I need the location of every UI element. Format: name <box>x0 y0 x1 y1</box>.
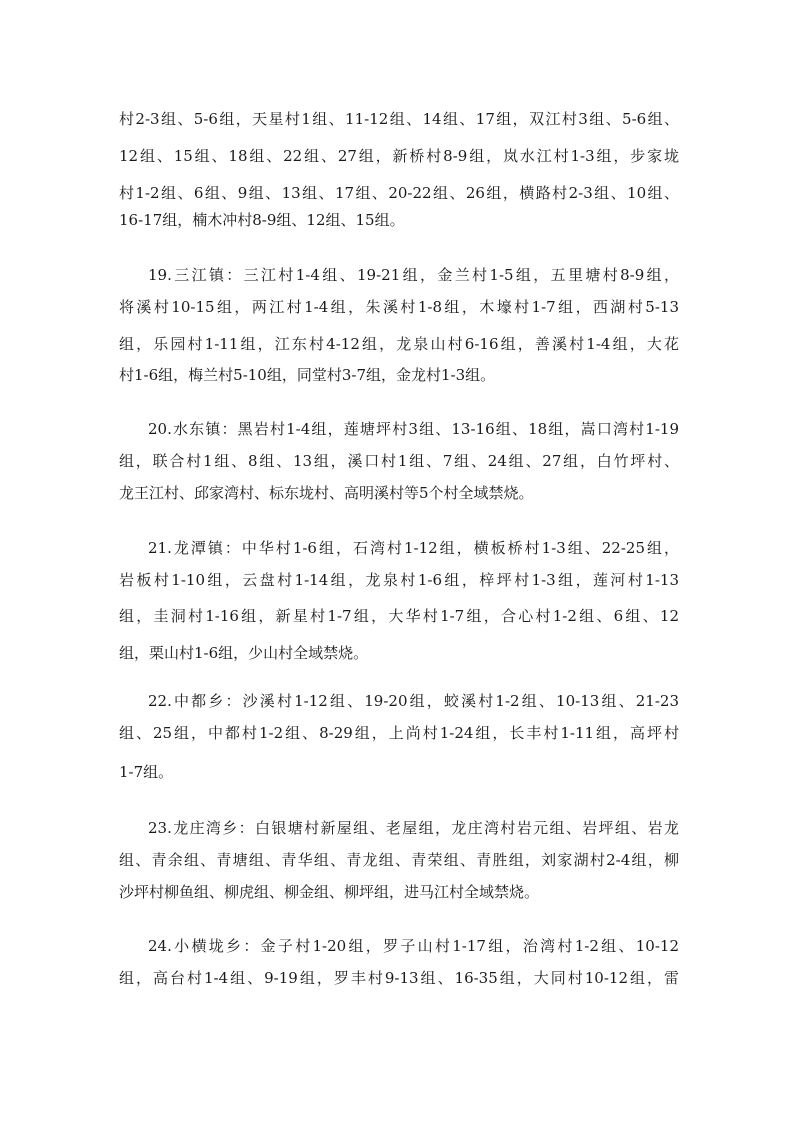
text-line: 组，联合村1组、8组、13组，溪口村1组、7组、24组、27组，白竹坪村、 <box>119 452 679 470</box>
text-line: 1-7组。 <box>119 763 174 781</box>
text-line: 沙坪村柳鱼组、柳虎组、柳金组、柳坪组，进马江村全域禁烧。 <box>119 883 540 901</box>
text-line: 村1-6组，梅兰村5-10组，同堂村3-7组，金龙村1-3组。 <box>119 366 496 384</box>
text-line: 将溪村10-15组，两江村1-4组，朱溪村1-8组，木壕村1-7组，西湖村5-13 <box>119 298 679 316</box>
text-line: 龙王江村、邱家湾村、标东垅村、高明溪村等5个村全域禁烧。 <box>119 484 534 502</box>
text-line: 16-17组，楠木冲村8-9组、12组、15组。 <box>119 211 405 229</box>
text-line: 岩板村1-10组，云盘村1-14组，龙泉村1-6组，梓坪村1-3组，莲河村1-13 <box>119 571 679 589</box>
text-line: 组，圭洞村1-16组，新星村1-7组，大华村1-7组，合心村1-2组、6组、12 <box>119 607 679 625</box>
paragraph-heading-line: 23.龙庄湾乡：白银塘村新屋组、老屋组，龙庄湾村岩元组、岩坪组、岩龙 <box>148 819 679 837</box>
text-line: 组、25组，中都村1-2组、8-29组，上尚村1-24组，长丰村1-11组，高坪村 <box>119 724 679 742</box>
paragraph-heading-line: 19.三江镇：三江村1-4组、19-21组，金兰村1-5组，五里塘村8-9组， <box>148 266 679 284</box>
text-line: 村2-3组、5-6组，天星村1组、11-12组、14组、17组，双江村3组、5-6组、 <box>119 110 679 128</box>
text-line: 组、青余组、青塘组、青华组、青龙组、青荣组、青胜组，刘家湖村2-4组，柳 <box>119 851 679 869</box>
text-line: 12组、15组、18组、22组、27组，新桥村8-9组，岚水江村1-3组，步家垅 <box>119 147 679 165</box>
text-line: 组，高台村1-4组、9-19组，罗丰村9-13组、16-35组，大同村10-12组，雷 <box>119 969 679 987</box>
text-line: 组，栗山村1-6组，少山村全域禁烧。 <box>119 644 369 662</box>
paragraph-heading-line: 21.龙潭镇：中华村1-6组，石湾村1-12组，横板桥村1-3组、22-25组， <box>148 539 679 557</box>
paragraph-heading-line: 20.水东镇：黑岩村1-4组，莲塘坪村3组、13-16组、18组，嵩口湾村1-19 <box>148 420 679 438</box>
text-line: 村1-2组、6组、9组、13组、17组、20-22组、26组，横路村2-3组、10组、 <box>119 184 679 202</box>
text-line: 组，乐园村1-11组，江东村4-12组，龙泉山村6-16组，善溪村1-4组，大花 <box>119 335 679 353</box>
paragraph-heading-line: 22.中都乡：沙溪村1-12组、19-20组，蛟溪村1-2组、10-13组、21-23 <box>148 692 679 710</box>
paragraph-heading-line: 24.小横垅乡：金子村1-20组，罗子山村1-17组，治湾村1-2组、10-12 <box>148 937 679 955</box>
